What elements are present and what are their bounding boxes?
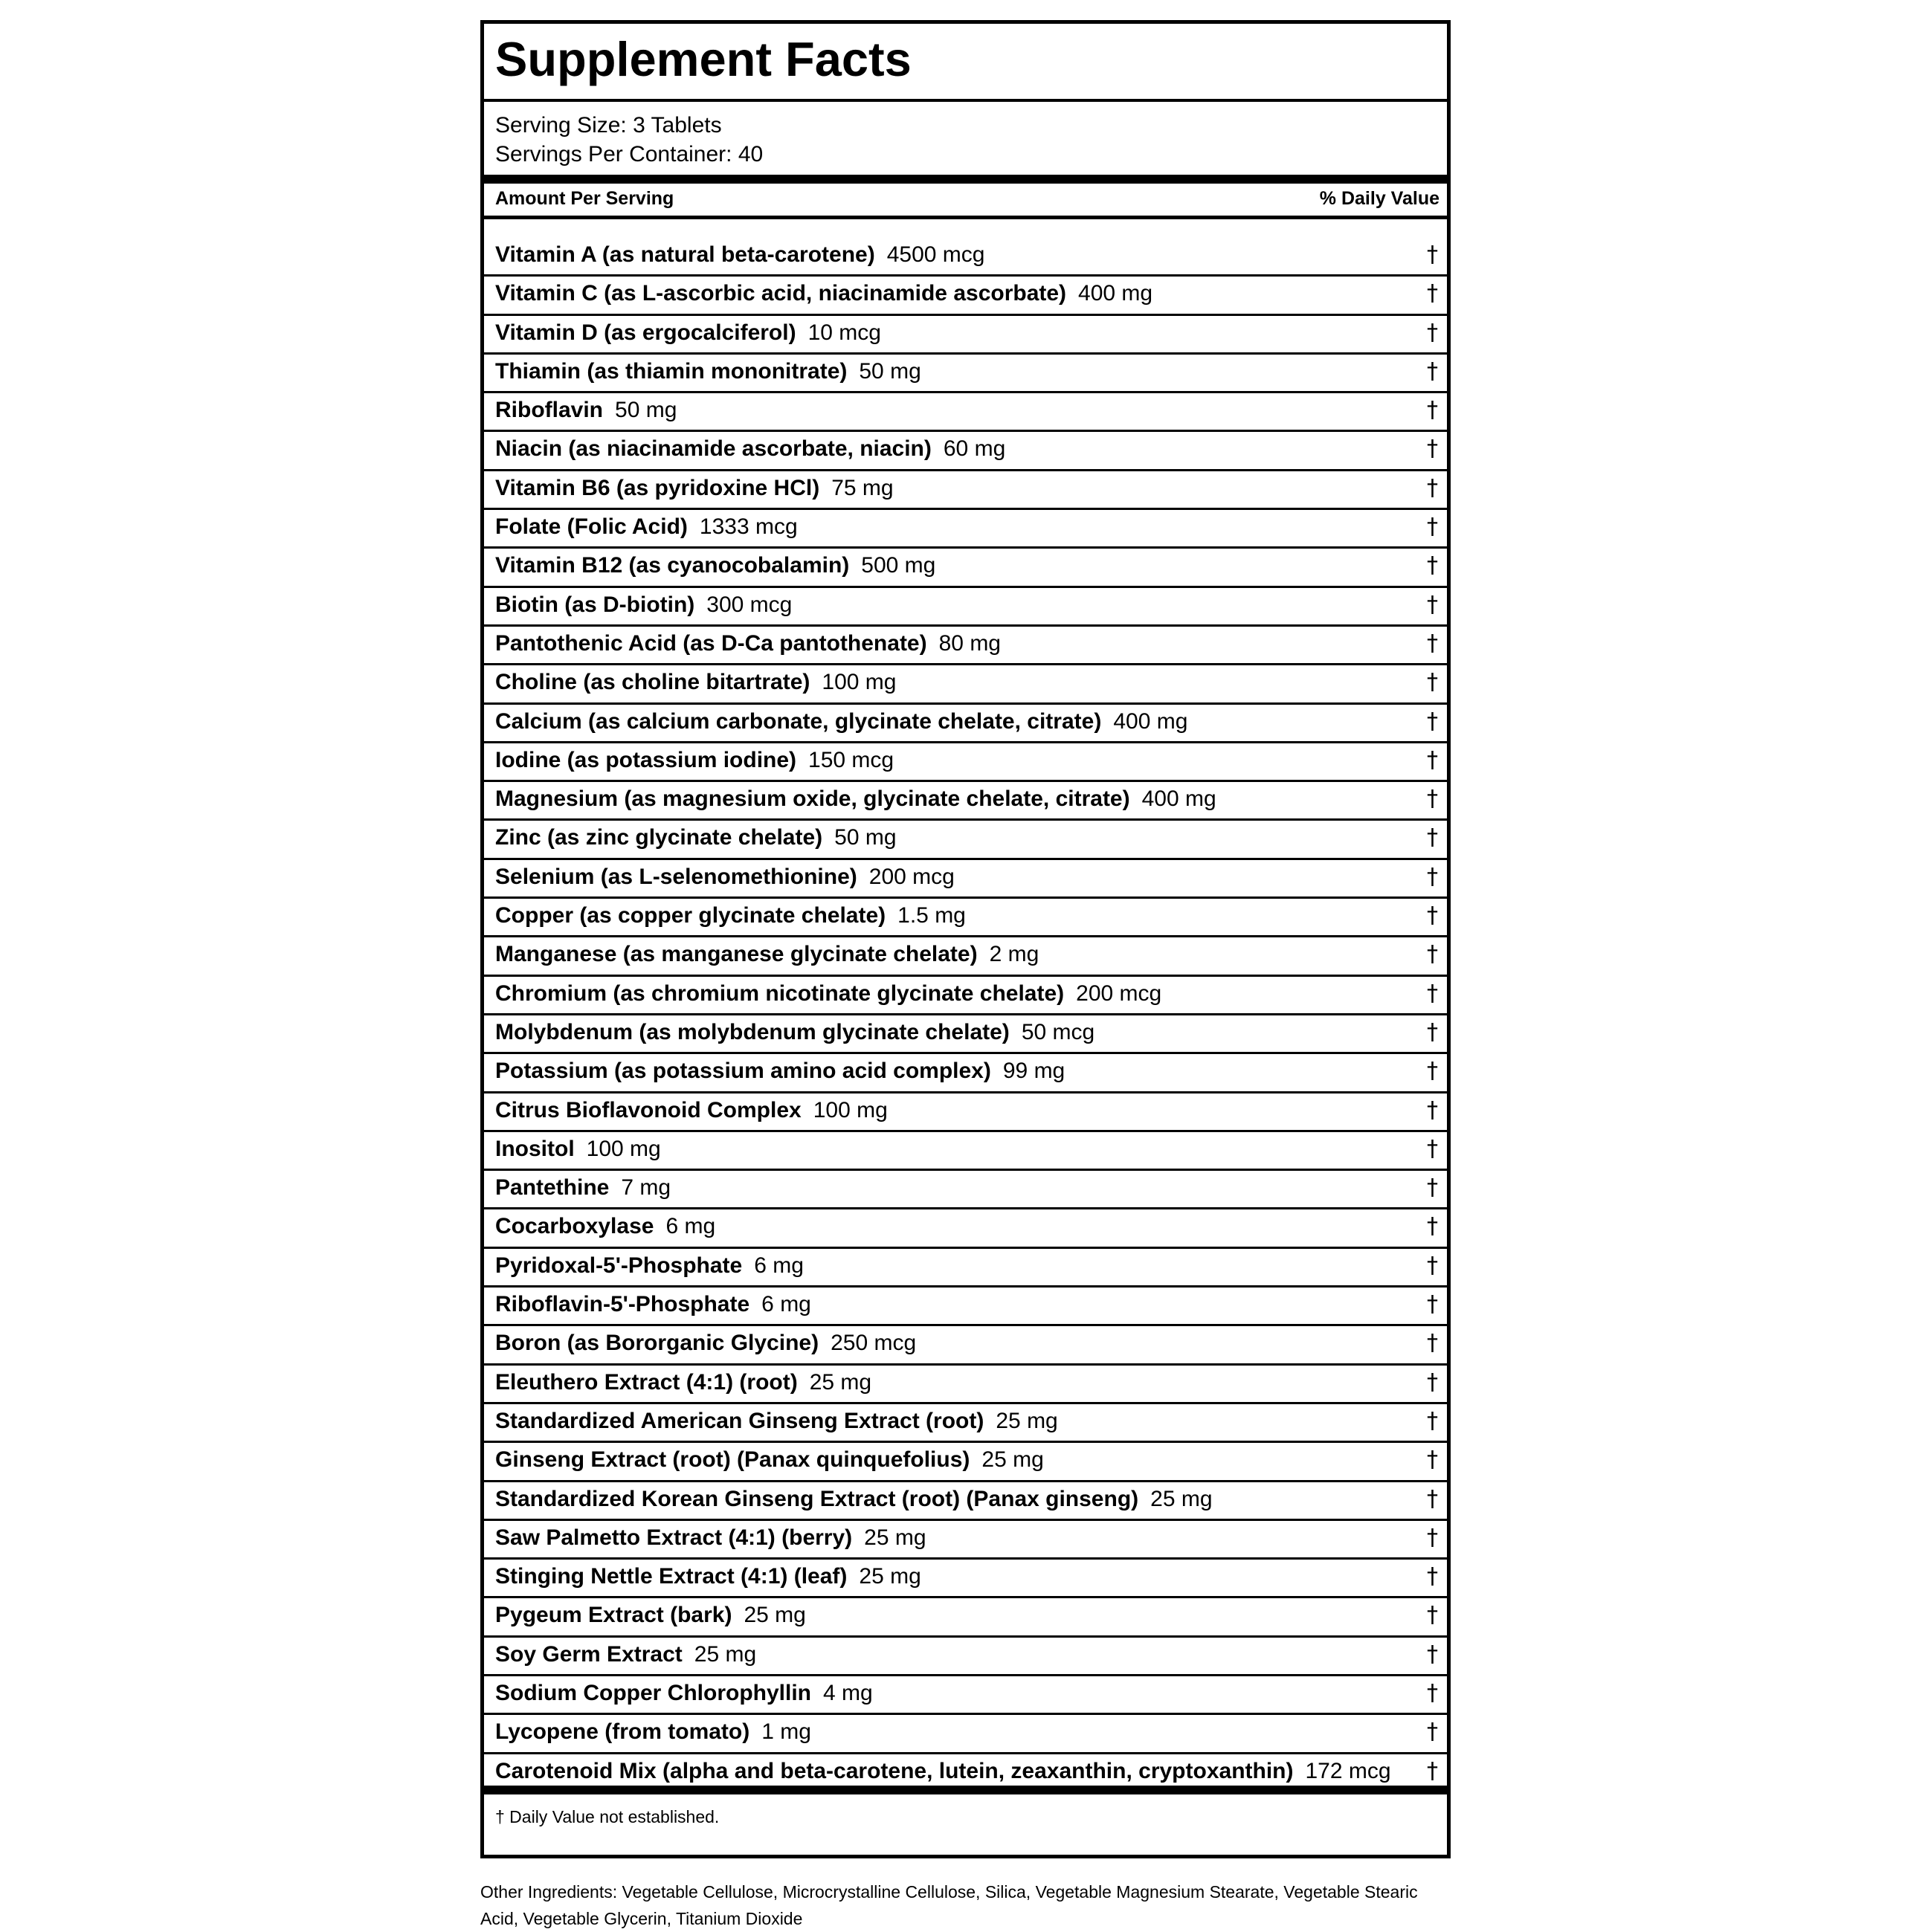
ingredient-name: Molybdenum (as molybdenum glycinate chelate) <box>495 1019 1010 1044</box>
daily-value-dagger: † <box>1427 1369 1438 1395</box>
ingredient-name: Copper (as copper glycinate chelate) <box>495 903 886 928</box>
ingredient-row <box>484 549 1447 587</box>
ingredient-name: Biotin (as D-biotin) <box>495 592 695 617</box>
daily-value-dagger: † <box>1427 863 1438 890</box>
ingredient-amount: 10 mcg <box>807 320 881 345</box>
ingredient-row <box>484 588 1447 627</box>
ingredient-amount: 25 mg <box>996 1408 1058 1433</box>
ingredient-name: Vitamin A (as natural beta-carotene) <box>495 242 875 267</box>
ingredient-name: Citrus Bioflavonoid Complex <box>495 1097 802 1122</box>
daily-value-dagger: † <box>1427 1407 1438 1434</box>
ingredient-row <box>484 471 1447 510</box>
ingredient-amount: 1 mg <box>761 1719 811 1745</box>
ingredient-amount: 2 mg <box>989 942 1039 967</box>
ingredient-amount: 25 mg <box>694 1641 757 1667</box>
ingredient-amount: 60 mg <box>943 436 1006 462</box>
ingredient-amount: 400 mg <box>1113 708 1188 734</box>
daily-value-dagger: † <box>1427 1524 1438 1551</box>
daily-value-dagger: † <box>1427 1447 1438 1473</box>
ingredient-row <box>484 1132 1447 1171</box>
daily-value-dagger: † <box>1427 1602 1438 1629</box>
ingredient-row <box>484 432 1447 471</box>
header-divider <box>484 216 1447 219</box>
servings-per-container: Servings Per Container: 40 <box>495 142 764 167</box>
ingredient-name: Standardized American Ginseng Extract (root) <box>495 1408 984 1433</box>
ingredient-name: Pantethine <box>495 1175 610 1201</box>
ingredient-row <box>484 1209 1447 1248</box>
ingredient-amount: 50 mcg <box>1021 1019 1095 1044</box>
ingredient-amount: 50 mg <box>859 358 921 384</box>
ingredient-row <box>484 393 1447 432</box>
ingredient-name: Inositol <box>495 1136 575 1161</box>
ingredient-amount: 100 mg <box>813 1097 888 1122</box>
ingredient-amount: 25 mg <box>744 1603 806 1628</box>
ingredient-row <box>484 782 1447 821</box>
ingredient-row <box>484 316 1447 355</box>
ingredient-amount: 25 mg <box>981 1447 1044 1473</box>
ingredient-name: Pyridoxal-5'-Phosphate <box>495 1253 743 1278</box>
ingredient-amount: 200 mcg <box>1076 980 1162 1006</box>
ingredient-amount: 4 mg <box>822 1680 873 1705</box>
ingredient-name: Folate (Folic Acid) <box>495 514 688 540</box>
ingredient-row <box>484 1054 1447 1093</box>
ingredient-amount: 1333 mcg <box>699 514 798 540</box>
bottom-thick-divider <box>484 1786 1447 1794</box>
daily-value-dagger: † <box>1427 397 1438 424</box>
ingredient-amount: 25 mg <box>809 1369 872 1395</box>
ingredient-amount: 80 mg <box>938 630 1001 656</box>
ingredient-amount: 7 mg <box>621 1175 671 1201</box>
daily-value-dagger: † <box>1427 242 1438 268</box>
ingredient-amount: 4500 mcg <box>886 242 985 267</box>
ingredient-row <box>484 860 1447 899</box>
daily-value-dagger: † <box>1427 358 1438 384</box>
ingredient-name: Calcium (as calcium carbonate, glycinate chelate, citrate) <box>495 708 1102 734</box>
daily-value-dagger: † <box>1427 1330 1438 1357</box>
daily-value-dagger: † <box>1427 746 1438 773</box>
ingredient-name: Magnesium (as magnesium oxide, glycinate chelate, citrate) <box>495 786 1130 812</box>
ingredient-amount: 25 mg <box>864 1525 926 1550</box>
ingredient-name: Stinging Nettle Extract (4:1) (leaf) <box>495 1564 848 1589</box>
ingredient-name: Pantothenic Acid (as D-Ca pantothenate) <box>495 630 927 656</box>
daily-value-dagger: † <box>1427 1213 1438 1240</box>
ingredient-row <box>484 1171 1447 1209</box>
ingredient-amount: 200 mcg <box>868 864 955 889</box>
ingredient-row <box>484 665 1447 704</box>
ingredient-amount: 172 mcg <box>1305 1758 1391 1783</box>
daily-value-dagger: † <box>1427 1175 1438 1201</box>
ingredient-row <box>484 627 1447 665</box>
ingredient-name: Soy Germ Extract <box>495 1641 683 1667</box>
ingredient-amount: 400 mg <box>1141 786 1216 812</box>
ingredient-row <box>484 1404 1447 1443</box>
footnote: † Daily Value not established. <box>495 1807 720 1826</box>
daily-value-dagger: † <box>1427 474 1438 501</box>
ingredient-name: Vitamin C (as L-ascorbic acid, niacinamide ascorbate) <box>495 281 1067 306</box>
ingredient-amount: 1.5 mg <box>897 903 966 928</box>
ingredient-name: Zinc (as zinc glycinate chelate) <box>495 825 823 850</box>
daily-value-dagger: † <box>1427 1096 1438 1123</box>
ingredient-row <box>484 355 1447 393</box>
ingredient-amount: 400 mg <box>1078 281 1153 306</box>
daily-value-dagger: † <box>1427 514 1438 540</box>
ingredient-name: Eleuthero Extract (4:1) (root) <box>495 1369 798 1395</box>
ingredient-amount: 25 mg <box>859 1564 921 1589</box>
ingredient-name: Boron (as Bororganic Glycine) <box>495 1331 819 1356</box>
title-divider <box>484 99 1447 102</box>
daily-value-dagger: † <box>1427 941 1438 968</box>
ingredient-row <box>484 1521 1447 1560</box>
panel-title: Supplement Facts <box>495 32 912 86</box>
daily-value-dagger: † <box>1427 1058 1438 1085</box>
ingredient-row <box>484 510 1447 549</box>
ingredient-amount: 250 mcg <box>831 1331 917 1356</box>
ingredient-name: Riboflavin-5'-Phosphate <box>495 1292 750 1317</box>
daily-value-dagger: † <box>1427 786 1438 812</box>
daily-value-dagger: † <box>1427 319 1438 346</box>
ingredient-row <box>484 1249 1447 1288</box>
ingredient-amount: 500 mg <box>861 553 936 578</box>
daily-value-dagger: † <box>1427 1135 1438 1162</box>
ingredient-row <box>484 1093 1447 1132</box>
ingredient-row <box>484 1676 1447 1715</box>
ingredient-row <box>484 238 1447 277</box>
ingredient-name: Selenium (as L-selenomethionine) <box>495 864 857 889</box>
daily-value-dagger: † <box>1427 1719 1438 1745</box>
ingredient-row <box>484 821 1447 859</box>
daily-value-dagger: † <box>1427 980 1438 1007</box>
daily-value-dagger: † <box>1427 1641 1438 1667</box>
ingredient-amount: 150 mcg <box>808 747 894 772</box>
ingredient-amount: 50 mg <box>834 825 897 850</box>
ingredient-name: Sodium Copper Chlorophyllin <box>495 1680 811 1705</box>
daily-value-header: % Daily Value <box>1319 188 1439 209</box>
daily-value-dagger: † <box>1427 1252 1438 1279</box>
ingredient-row <box>484 1598 1447 1637</box>
ingredient-row <box>484 1015 1447 1054</box>
ingredient-row <box>484 1482 1447 1521</box>
daily-value-dagger: † <box>1427 630 1438 656</box>
ingredient-row <box>484 977 1447 1015</box>
ingredient-name: Pygeum Extract (bark) <box>495 1603 732 1628</box>
ingredient-row <box>484 1715 1447 1754</box>
daily-value-dagger: † <box>1427 824 1438 851</box>
daily-value-dagger: † <box>1427 902 1438 929</box>
ingredient-name: Niacin (as niacinamide ascorbate, niacin) <box>495 436 932 462</box>
ingredient-amount: 6 mg <box>754 1253 804 1278</box>
ingredient-row <box>484 1288 1447 1326</box>
ingredient-name: Saw Palmetto Extract (4:1) (berry) <box>495 1525 853 1550</box>
ingredient-amount: 75 mg <box>831 475 894 500</box>
ingredient-amount: 6 mg <box>665 1214 716 1239</box>
ingredient-name: Manganese (as manganese glycinate chelate) <box>495 942 978 967</box>
ingredient-name: Vitamin B6 (as pyridoxine HCl) <box>495 475 820 500</box>
ingredient-name: Standardized Korean Ginseng Extract (root) (Panax ginseng) <box>495 1486 1139 1511</box>
daily-value-dagger: † <box>1427 591 1438 618</box>
supplement-facts-panel <box>480 20 1451 1858</box>
ingredient-name: Chromium (as chromium nicotinate glycinate chelate) <box>495 980 1065 1006</box>
ingredient-amount: 300 mcg <box>706 592 793 617</box>
ingredient-name: Vitamin D (as ergocalciferol) <box>495 320 796 345</box>
ingredient-name: Carotenoid Mix (alpha and beta-carotene, lutein, zeaxanthin, cryptoxanthin) <box>495 1758 1294 1783</box>
ingredient-row <box>484 1443 1447 1482</box>
ingredient-name: Riboflavin <box>495 398 604 423</box>
ingredient-name: Choline (as choline bitartrate) <box>495 670 810 695</box>
daily-value-dagger: † <box>1427 436 1438 462</box>
daily-value-dagger: † <box>1427 552 1438 579</box>
ingredient-amount: 99 mg <box>1002 1059 1065 1084</box>
ingredient-name: Lycopene (from tomato) <box>495 1719 750 1745</box>
amount-per-serving-header: Amount Per Serving <box>495 188 674 209</box>
daily-value-dagger: † <box>1427 1485 1438 1512</box>
daily-value-dagger: † <box>1427 1757 1438 1784</box>
ingredient-row <box>484 899 1447 937</box>
ingredient-list <box>484 238 1447 1793</box>
daily-value-dagger: † <box>1427 280 1438 307</box>
daily-value-dagger: † <box>1427 708 1438 734</box>
daily-value-dagger: † <box>1427 1291 1438 1318</box>
ingredient-name: Ginseng Extract (root) (Panax quinquefolius) <box>495 1447 970 1473</box>
daily-value-dagger: † <box>1427 669 1438 696</box>
ingredient-name: Vitamin B12 (as cyanocobalamin) <box>495 553 850 578</box>
ingredient-amount: 100 mg <box>586 1136 661 1161</box>
ingredient-name: Thiamin (as thiamin mononitrate) <box>495 358 848 384</box>
other-ingredients: Other Ingredients: Vegetable Cellulose, Microcrystalline Cellulose, Silica, Vegetable Magnesium Stearate, Vegetable Stearic Acid, Vegetable Glycerin, Titanium Dioxide <box>480 1882 1418 1928</box>
ingredient-row <box>484 277 1447 315</box>
daily-value-dagger: † <box>1427 1018 1438 1045</box>
ingredient-name: Iodine (as potassium iodine) <box>495 747 797 772</box>
ingredient-row <box>484 937 1447 976</box>
ingredient-row <box>484 1326 1447 1365</box>
ingredient-row <box>484 1560 1447 1598</box>
ingredient-row <box>484 705 1447 743</box>
ingredient-row <box>484 1638 1447 1676</box>
ingredient-amount: 100 mg <box>822 670 897 695</box>
ingredient-row <box>484 743 1447 782</box>
thick-divider <box>484 175 1447 184</box>
ingredient-row <box>484 1366 1447 1404</box>
ingredient-amount: 6 mg <box>761 1292 811 1317</box>
daily-value-dagger: † <box>1427 1563 1438 1590</box>
ingredient-name: Cocarboxylase <box>495 1214 654 1239</box>
serving-size: Serving Size: 3 Tablets <box>495 113 722 138</box>
ingredient-amount: 25 mg <box>1150 1486 1213 1511</box>
ingredient-name: Potassium (as potassium amino acid complex) <box>495 1059 991 1084</box>
ingredient-amount: 50 mg <box>615 398 677 423</box>
daily-value-dagger: † <box>1427 1679 1438 1706</box>
